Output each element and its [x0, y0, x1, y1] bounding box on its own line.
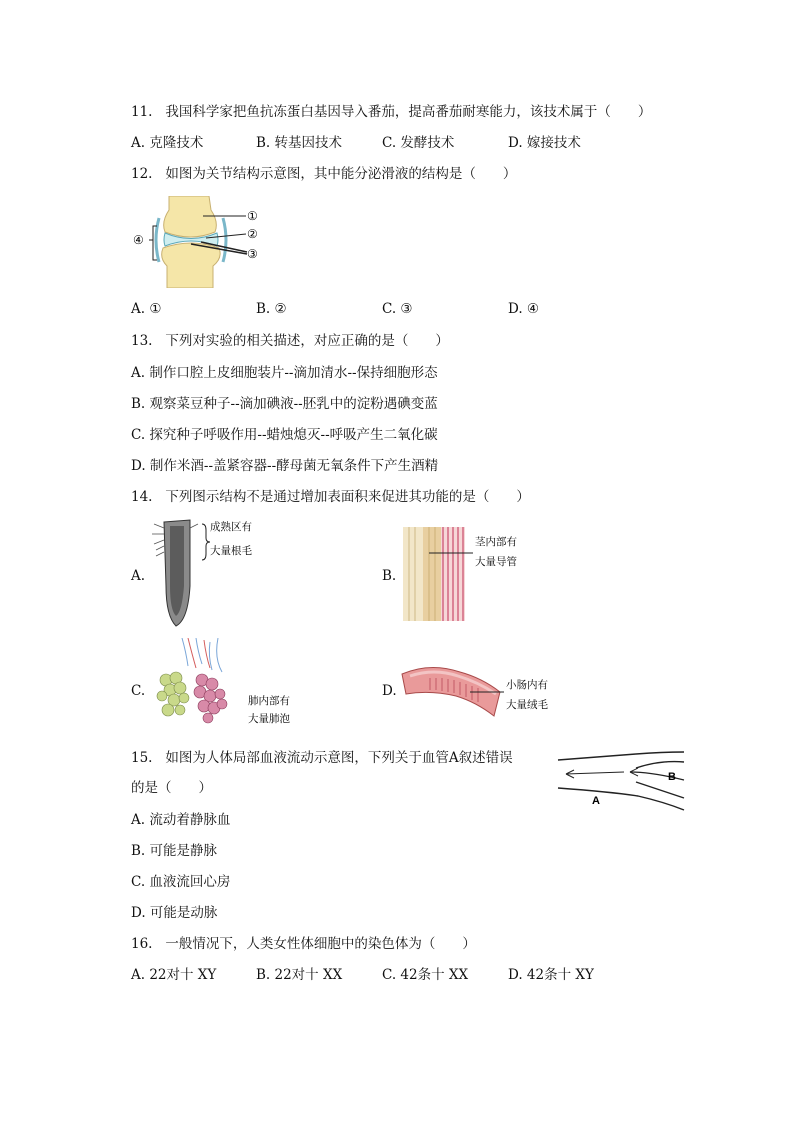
root-tip-image [150, 516, 270, 628]
q14-number: 14. [131, 489, 153, 505]
stem-label-line2: 大量导管 [475, 556, 517, 568]
lung-label-line2: 大量肺泡 [248, 713, 290, 725]
q16-stem [131, 935, 476, 953]
joint-label-2: ② [247, 227, 258, 241]
q14-option-b: B. [382, 568, 397, 584]
q13-option-d: D. 制作米酒--盖紧容器--酵母菌无氧条件下产生酒精 [131, 458, 439, 474]
q15-option-d: D. 可能是动脉 [131, 905, 218, 921]
lung-label-line1: 肺内部有 [248, 695, 290, 707]
q16-text: 一般情况下，人类女性体细胞中的染色体为（ ） [165, 936, 476, 952]
intestine-villi-image [400, 660, 560, 720]
q15-option-c: C. 血液流回心房 [131, 874, 231, 890]
q11-option-a: A. 克隆技术 [131, 135, 204, 151]
root-label-line2: 大量根毛 [210, 545, 252, 557]
q15-option-a: A. 流动着静脉血 [131, 812, 231, 828]
root-label-line1: 成熟区有 [210, 521, 252, 533]
q14-option-a: A. [131, 568, 146, 584]
q12-option-d: D. ④ [508, 301, 540, 317]
q12-number: 12. [131, 166, 153, 182]
intestine-label-line2: 大量绒毛 [506, 699, 548, 711]
q15-text-line2: 的是（ ） [131, 780, 212, 796]
intestine-label-line1: 小肠内有 [506, 679, 548, 691]
q16-option-c: C. 42条十 XX [382, 967, 469, 983]
q15-text-line1: 如图为人体局部血液流动示意图，下列关于血管A叙述错误 [165, 750, 513, 766]
q16-option-a: A. 22对十 XY [131, 967, 217, 983]
q11-option-b: B. 转基因技术 [256, 135, 343, 151]
joint-label-1: ① [247, 209, 258, 223]
q13-option-c: C. 探究种子呼吸作用--蜡烛熄灭--呼吸产生二氧化碳 [131, 427, 438, 443]
q13-text: 下列对实验的相关描述，对应正确的是（ ） [165, 333, 449, 349]
q13-stem [131, 332, 449, 350]
q15-stem-line1 [131, 749, 513, 767]
q16-option-d: D. 42条十 XY [508, 967, 594, 983]
q12-option-b: B. ② [256, 301, 287, 317]
q12-stem [131, 165, 516, 183]
q11-stem [131, 103, 651, 121]
q16-option-b: B. 22对十 XX [256, 967, 343, 983]
joint-label-3: ③ [247, 247, 258, 261]
q11-option-d: D. 嫁接技术 [508, 135, 581, 151]
q14-option-d: D. [382, 683, 397, 699]
q15-option-b: B. 可能是静脉 [131, 843, 218, 859]
vessel-label-a: A [592, 795, 600, 807]
q12-text: 如图为关节结构示意图，其中能分泌滑液的结构是（ ） [165, 166, 517, 182]
blood-flow-diagram [552, 750, 688, 812]
joint-diagram [131, 196, 271, 288]
q11-option-c: C. 发酵技术 [382, 135, 455, 151]
q13-number: 13. [131, 333, 153, 349]
q12-option-c: C. ③ [382, 301, 413, 317]
joint-label-4: ④ [133, 233, 144, 247]
lung-alveoli-image [152, 638, 302, 728]
q13-option-a: A. 制作口腔上皮细胞装片--滴加清水--保持细胞形态 [131, 365, 438, 381]
vessel-label-b: B [668, 771, 676, 783]
q11-number: 11. [131, 104, 153, 120]
q12-option-a: A. ① [131, 301, 162, 317]
q14-option-c: C. [131, 683, 146, 699]
q16-number: 16. [131, 936, 153, 952]
q13-option-b: B. 观察菜豆种子--滴加碘液--胚乳中的淀粉遇碘变蓝 [131, 396, 438, 412]
q11-text: 我国科学家把鱼抗冻蛋白基因导入番茄，提高番茄耐寒能力，该技术属于（ ） [165, 104, 652, 120]
stem-label-line1: 茎内部有 [475, 536, 517, 548]
q15-number: 15. [131, 750, 153, 766]
q14-stem [131, 488, 530, 506]
q14-text: 下列图示结构不是通过增加表面积来促进其功能的是（ ） [165, 489, 530, 505]
stem-vessel-image [403, 527, 538, 621]
